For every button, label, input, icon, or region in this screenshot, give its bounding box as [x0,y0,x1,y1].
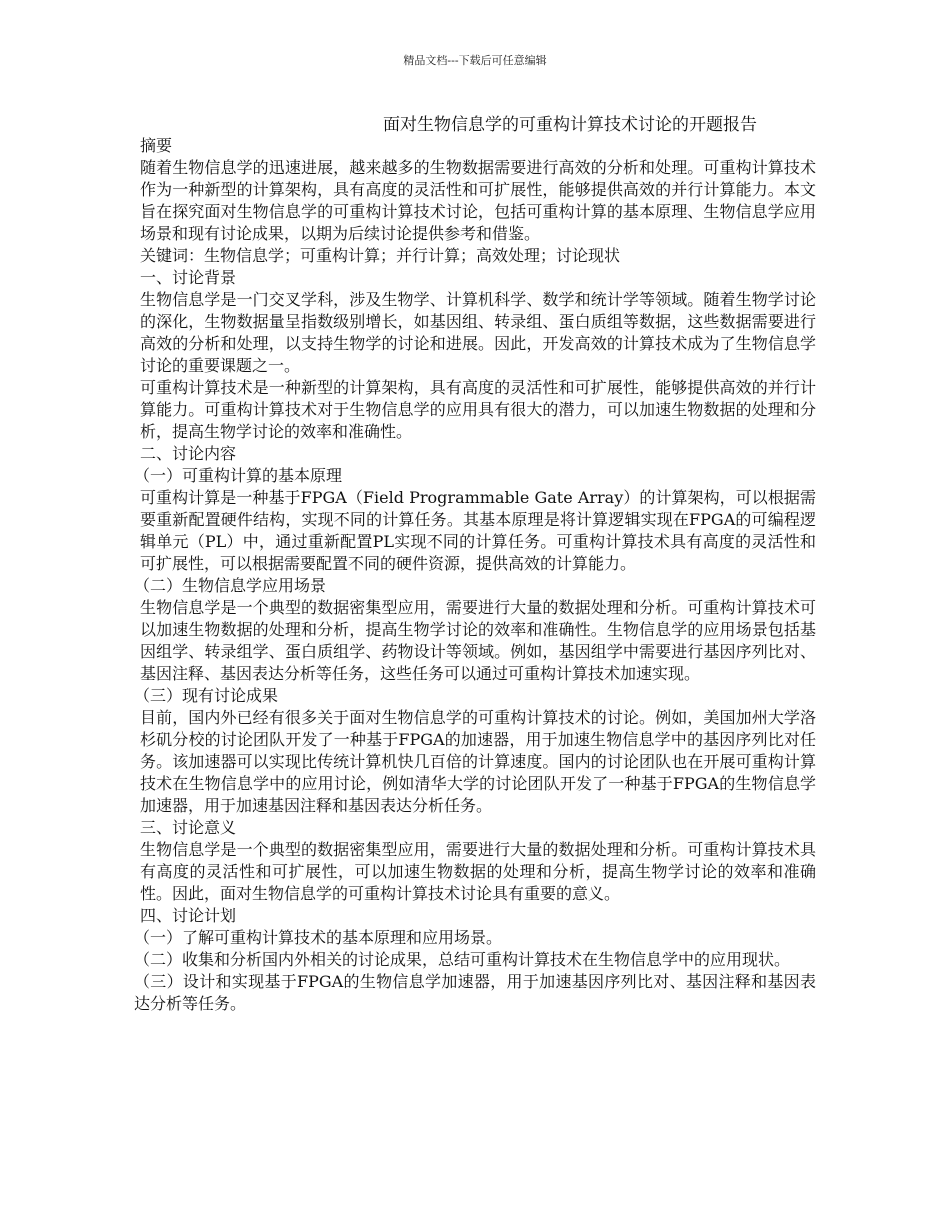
section-2-2-heading: （二）生物信息学应用场景 [134,576,327,595]
keywords-line: 关键词：生物信息学；可重构计算；并行计算；高效处理；讨论现状 [140,246,621,265]
section-4-item-1: （一）了解可重构计算技术的基本原理和应用场景。 [134,928,503,947]
section-3-heading: 三、讨论意义 [140,818,237,837]
section-3-paragraph: 生物信息学是一个典型的数据密集型应用，需要进行大量的数据处理和分析。可重构计算技术具有高度的灵活性和可扩展性，可以加速生物数据的处理和分析，提高生物学讨论的效率和准确性。因此，面对生物信息学的可重构计算技术讨论具有重要的意义。 [140,840,816,903]
section-1-paragraph-1: 生物信息学是一门交叉学科，涉及生物学、计算机科学、数学和统计学等领域。随着生物学讨论的深化，生物数据量呈指数级别增长，如基因组、转录组、蛋白质组等数据，这些数据需要进行高效的分析和处理，以支持生物学的讨论和进展。因此，开发高效的计算技术成为了生物信息学讨论的重要课题之一。 [140,290,816,375]
section-2-1-paragraph: 可重构计算是一种基于FPGA（Field Programmable Gate Array）的计算架构，可以根据需要重新配置硬件结构，实现不同的计算任务。其基本原理是将计算逻辑实现在FPGA的可编程逻辑单元（PL）中，通过重新配置PL实现不同的计算任务。可重构计算技术具有高度的灵活性和可扩展性，可以根据需要配置不同的硬件资源，提供高效的计算能力。 [140,488,816,573]
section-2-1-heading: （一）可重构计算的基本原理 [134,466,343,485]
section-2-3-paragraph: 目前，国内外已经有很多关于面对生物信息学的可重构计算技术的讨论。例如，美国加州大学洛杉矶分校的讨论团队开发了一种基于FPGA的加速器，用于加速生物信息学中的基因序列比对任务。该加速器可以实现比传统计算机快几百倍的计算速度。国内的讨论团队也在开展可重构计算技术在生物信息学中的应用讨论，例如清华大学的讨论团队开发了一种基于FPGA的生物信息学加速器，用于加速基因注释和基因表达分析任务。 [140,708,816,815]
section-1-paragraph-2: 可重构计算技术是一种新型的计算架构，具有高度的灵活性和可扩展性，能够提供高效的并行计算能力。可重构计算技术对于生物信息学的应用具有很大的潜力，可以加速生物数据的处理和分析，提高生物学讨论的效率和准确性。 [140,378,816,441]
abstract-heading: 摘要 [140,136,173,155]
page-header-watermark: 精品文档---下载后可任意编辑 [403,54,547,67]
document-title: 面对生物信息学的可重构计算技术讨论的开题报告 [383,115,757,135]
section-4-item-2: （二）收集和分析国内外相关的讨论成果，总结可重构计算技术在生物信息学中的应用现状。 [134,950,791,969]
section-2-heading: 二、讨论内容 [140,444,237,463]
section-4-heading: 四、讨论计划 [140,906,237,925]
section-1-heading: 一、讨论背景 [140,268,237,287]
section-2-3-heading: （三）现有讨论成果 [134,686,279,705]
section-4-item-3: （三）设计和实现基于FPGA的生物信息学加速器，用于加速基因序列比对、基因注释和基因表达分析等任务。 [134,972,816,1013]
document-body [134,135,816,1015]
section-2-2-paragraph: 生物信息学是一个典型的数据密集型应用，需要进行大量的数据处理和分析。可重构计算技术可以加速生物数据的处理和分析，提高生物学讨论的效率和准确性。生物信息学的应用场景包括基因组学、转录组学、蛋白质组学、药物设计等领域。例如，基因组学中需要进行基因序列比对、基因注释、基因表达分析等任务，这些任务可以通过可重构计算技术加速实现。 [140,598,816,683]
abstract-paragraph: 随着生物信息学的迅速进展，越来越多的生物数据需要进行高效的分析和处理。可重构计算技术作为一种新型的计算架构，具有高度的灵活性和可扩展性，能够提供高效的并行计算能力。本文旨在探究面对生物信息学的可重构计算技术讨论，包括可重构计算的基本原理、生物信息学应用场景和现有讨论成果，以期为后续讨论提供参考和借鉴。 [140,158,816,243]
